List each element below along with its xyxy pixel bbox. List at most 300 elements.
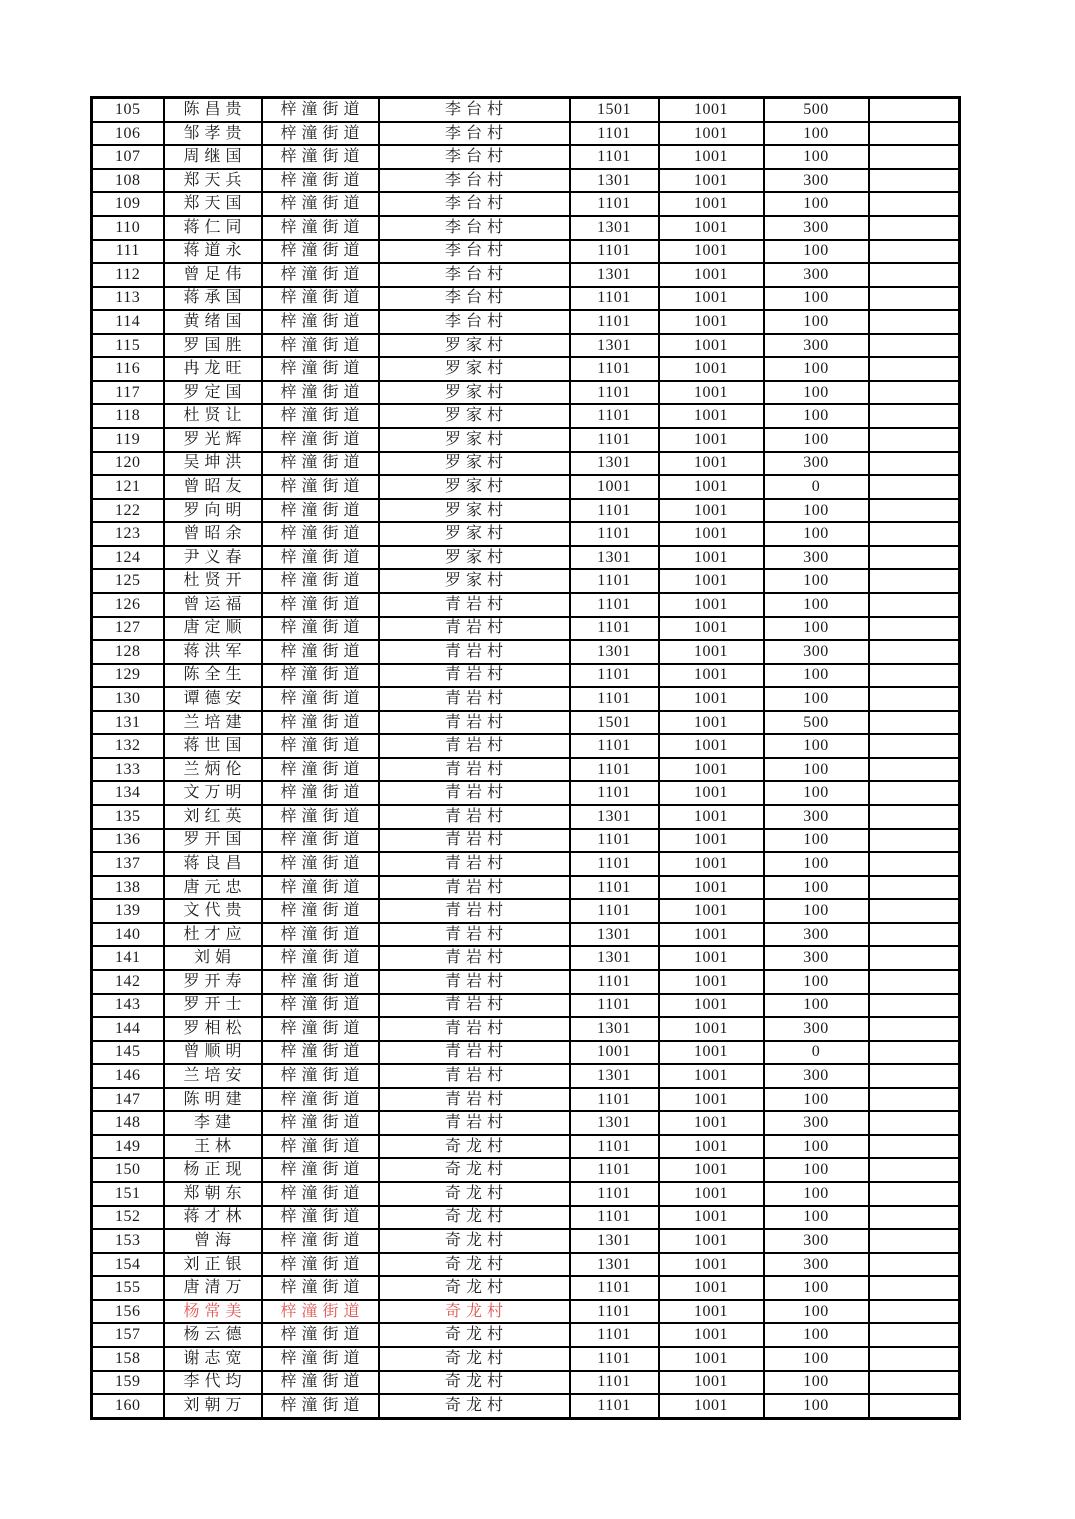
cell-amount-3: 300	[764, 923, 869, 947]
cell-amount-1: 1101	[570, 829, 659, 853]
cell-amount-2: 1001	[659, 687, 764, 711]
cell-seq: 126	[92, 593, 164, 617]
cell-note	[869, 263, 960, 287]
cell-amount-3: 100	[764, 310, 869, 334]
cell-village: 李台村	[379, 169, 570, 193]
cell-seq: 137	[92, 852, 164, 876]
cell-name: 唐定顺	[164, 617, 262, 641]
cell-amount-2: 1001	[659, 899, 764, 923]
cell-amount-1: 1101	[570, 593, 659, 617]
cell-village: 青岩村	[379, 1041, 570, 1065]
cell-amount-3: 300	[764, 169, 869, 193]
cell-street: 梓潼街道	[262, 263, 379, 287]
cell-amount-2: 1001	[659, 805, 764, 829]
cell-village: 青岩村	[379, 994, 570, 1018]
table-row	[92, 381, 960, 405]
cell-street: 梓潼街道	[262, 1017, 379, 1041]
cell-note	[869, 970, 960, 994]
cell-street: 梓潼街道	[262, 1371, 379, 1395]
cell-amount-2: 1001	[659, 1323, 764, 1347]
cell-village: 青岩村	[379, 781, 570, 805]
cell-name: 蒋承国	[164, 287, 262, 311]
cell-note	[869, 1158, 960, 1182]
cell-village: 罗家村	[379, 404, 570, 428]
cell-amount-3: 100	[764, 522, 869, 546]
cell-village: 奇龙村	[379, 1347, 570, 1371]
cell-street: 梓潼街道	[262, 1158, 379, 1182]
cell-name: 蒋仁同	[164, 216, 262, 240]
cell-amount-2: 1001	[659, 310, 764, 334]
cell-name: 唐清万	[164, 1276, 262, 1300]
cell-amount-3: 300	[764, 1111, 869, 1135]
cell-amount-1: 1101	[570, 1323, 659, 1347]
cell-amount-1: 1101	[570, 852, 659, 876]
cell-amount-1: 1001	[570, 475, 659, 499]
cell-note	[869, 475, 960, 499]
cell-amount-1: 1101	[570, 876, 659, 900]
cell-name: 杨正现	[164, 1158, 262, 1182]
table-row	[92, 169, 960, 193]
cell-seq: 130	[92, 687, 164, 711]
cell-amount-3: 100	[764, 145, 869, 169]
cell-seq: 105	[92, 98, 164, 122]
cell-seq: 160	[92, 1394, 164, 1418]
cell-amount-3: 500	[764, 98, 869, 122]
cell-amount-3: 0	[764, 1041, 869, 1065]
cell-amount-1: 1101	[570, 1371, 659, 1395]
cell-note	[869, 593, 960, 617]
cell-note	[869, 1394, 960, 1418]
cell-village: 奇龙村	[379, 1394, 570, 1418]
table-row	[92, 310, 960, 334]
cell-amount-1: 1101	[570, 1182, 659, 1206]
table-row	[92, 569, 960, 593]
cell-amount-1: 1301	[570, 263, 659, 287]
cell-amount-2: 1001	[659, 1041, 764, 1065]
cell-street: 梓潼街道	[262, 546, 379, 570]
cell-amount-2: 1001	[659, 664, 764, 688]
cell-street: 梓潼街道	[262, 946, 379, 970]
table-row	[92, 475, 960, 499]
cell-note	[869, 334, 960, 358]
cell-note	[869, 876, 960, 900]
table-row	[92, 546, 960, 570]
cell-seq: 131	[92, 711, 164, 735]
cell-name: 刘娟	[164, 946, 262, 970]
cell-seq: 135	[92, 805, 164, 829]
cell-note	[869, 687, 960, 711]
cell-street: 梓潼街道	[262, 1088, 379, 1112]
cell-village: 罗家村	[379, 499, 570, 523]
cell-seq: 121	[92, 475, 164, 499]
cell-amount-2: 1001	[659, 569, 764, 593]
cell-amount-1: 1101	[570, 428, 659, 452]
cell-village: 青岩村	[379, 734, 570, 758]
cell-amount-3: 100	[764, 1135, 869, 1159]
cell-village: 罗家村	[379, 334, 570, 358]
cell-amount-3: 100	[764, 758, 869, 782]
cell-seq: 153	[92, 1229, 164, 1253]
cell-amount-2: 1001	[659, 946, 764, 970]
cell-seq: 111	[92, 240, 164, 264]
cell-amount-2: 1001	[659, 876, 764, 900]
table-row	[92, 1088, 960, 1112]
cell-amount-2: 1001	[659, 192, 764, 216]
cell-amount-3: 300	[764, 452, 869, 476]
cell-street: 梓潼街道	[262, 287, 379, 311]
cell-name: 陈全生	[164, 664, 262, 688]
cell-seq: 149	[92, 1135, 164, 1159]
cell-amount-3: 100	[764, 357, 869, 381]
cell-amount-1: 1301	[570, 805, 659, 829]
cell-note	[869, 240, 960, 264]
cell-seq: 120	[92, 452, 164, 476]
cell-amount-3: 100	[764, 499, 869, 523]
cell-name: 曾足伟	[164, 263, 262, 287]
cell-seq: 150	[92, 1158, 164, 1182]
cell-amount-3: 300	[764, 805, 869, 829]
table-row	[92, 122, 960, 146]
cell-name: 杜贤开	[164, 569, 262, 593]
cell-amount-3: 100	[764, 1276, 869, 1300]
cell-street: 梓潼街道	[262, 240, 379, 264]
cell-seq: 109	[92, 192, 164, 216]
cell-note	[869, 829, 960, 853]
cell-name: 李建	[164, 1111, 262, 1135]
cell-street: 梓潼街道	[262, 1347, 379, 1371]
cell-seq: 139	[92, 899, 164, 923]
cell-street: 梓潼街道	[262, 145, 379, 169]
cell-street: 梓潼街道	[262, 1041, 379, 1065]
table-row	[92, 1394, 960, 1418]
cell-amount-1: 1101	[570, 994, 659, 1018]
cell-name: 罗定国	[164, 381, 262, 405]
table-row	[92, 852, 960, 876]
cell-seq: 114	[92, 310, 164, 334]
cell-note	[869, 357, 960, 381]
cell-note	[869, 1206, 960, 1230]
cell-amount-3: 100	[764, 593, 869, 617]
cell-seq: 134	[92, 781, 164, 805]
cell-amount-3: 300	[764, 640, 869, 664]
cell-street: 梓潼街道	[262, 640, 379, 664]
cell-name: 罗国胜	[164, 334, 262, 358]
cell-street: 梓潼街道	[262, 899, 379, 923]
cell-seq: 143	[92, 994, 164, 1018]
cell-amount-1: 1101	[570, 899, 659, 923]
cell-amount-3: 100	[764, 1182, 869, 1206]
cell-seq: 148	[92, 1111, 164, 1135]
cell-amount-3: 100	[764, 192, 869, 216]
cell-name: 蒋才林	[164, 1206, 262, 1230]
table-row	[92, 734, 960, 758]
cell-amount-1: 1101	[570, 781, 659, 805]
cell-amount-3: 300	[764, 546, 869, 570]
cell-village: 罗家村	[379, 452, 570, 476]
cell-note	[869, 711, 960, 735]
cell-street: 梓潼街道	[262, 711, 379, 735]
cell-amount-2: 1001	[659, 216, 764, 240]
cell-amount-1: 1101	[570, 357, 659, 381]
cell-name: 谭德安	[164, 687, 262, 711]
cell-village: 罗家村	[379, 546, 570, 570]
cell-amount-1: 1101	[570, 617, 659, 641]
table-row	[92, 1276, 960, 1300]
cell-amount-1: 1501	[570, 711, 659, 735]
cell-street: 梓潼街道	[262, 310, 379, 334]
cell-note	[869, 1276, 960, 1300]
cell-village: 李台村	[379, 145, 570, 169]
cell-street: 梓潼街道	[262, 1394, 379, 1418]
cell-amount-2: 1001	[659, 923, 764, 947]
cell-name: 曾顺明	[164, 1041, 262, 1065]
cell-seq: 123	[92, 522, 164, 546]
table-row	[92, 499, 960, 523]
cell-street: 梓潼街道	[262, 1111, 379, 1135]
cell-amount-3: 100	[764, 1394, 869, 1418]
cell-note	[869, 923, 960, 947]
cell-seq: 106	[92, 122, 164, 146]
cell-note	[869, 216, 960, 240]
table-row	[92, 1300, 960, 1324]
table-row	[92, 428, 960, 452]
cell-note	[869, 1017, 960, 1041]
cell-amount-2: 1001	[659, 1276, 764, 1300]
cell-amount-2: 1001	[659, 287, 764, 311]
cell-seq: 142	[92, 970, 164, 994]
cell-village: 奇龙村	[379, 1276, 570, 1300]
cell-amount-3: 100	[764, 569, 869, 593]
cell-amount-3: 300	[764, 263, 869, 287]
cell-amount-1: 1101	[570, 1135, 659, 1159]
cell-name: 刘朝万	[164, 1394, 262, 1418]
cell-name: 文代贵	[164, 899, 262, 923]
cell-amount-1: 1101	[570, 664, 659, 688]
cell-village: 奇龙村	[379, 1371, 570, 1395]
cell-seq: 127	[92, 617, 164, 641]
table-row	[92, 145, 960, 169]
cell-amount-1: 1301	[570, 1253, 659, 1277]
cell-street: 梓潼街道	[262, 404, 379, 428]
cell-amount-3: 100	[764, 381, 869, 405]
cell-amount-3: 100	[764, 664, 869, 688]
cell-amount-3: 100	[764, 852, 869, 876]
cell-street: 梓潼街道	[262, 98, 379, 122]
cell-note	[869, 1135, 960, 1159]
roster-table	[90, 96, 961, 1420]
cell-note	[869, 192, 960, 216]
cell-note	[869, 758, 960, 782]
cell-name: 兰培安	[164, 1064, 262, 1088]
cell-name: 曾昭余	[164, 522, 262, 546]
cell-amount-1: 1101	[570, 522, 659, 546]
cell-amount-3: 300	[764, 334, 869, 358]
cell-amount-1: 1301	[570, 640, 659, 664]
cell-note	[869, 1111, 960, 1135]
cell-village: 青岩村	[379, 687, 570, 711]
cell-village: 青岩村	[379, 946, 570, 970]
cell-village: 青岩村	[379, 1017, 570, 1041]
cell-village: 李台村	[379, 98, 570, 122]
cell-name: 杨常美	[164, 1300, 262, 1324]
cell-amount-2: 1001	[659, 711, 764, 735]
cell-amount-1: 1101	[570, 499, 659, 523]
cell-amount-2: 1001	[659, 994, 764, 1018]
table-row	[92, 758, 960, 782]
cell-street: 梓潼街道	[262, 758, 379, 782]
cell-amount-2: 1001	[659, 1158, 764, 1182]
cell-name: 曾昭友	[164, 475, 262, 499]
cell-amount-1: 1101	[570, 310, 659, 334]
table-row	[92, 876, 960, 900]
cell-village: 奇龙村	[379, 1300, 570, 1324]
table-row	[92, 287, 960, 311]
cell-street: 梓潼街道	[262, 216, 379, 240]
cell-seq: 146	[92, 1064, 164, 1088]
cell-seq: 108	[92, 169, 164, 193]
cell-street: 梓潼街道	[262, 192, 379, 216]
table-row	[92, 98, 960, 122]
cell-seq: 117	[92, 381, 164, 405]
cell-seq: 129	[92, 664, 164, 688]
cell-name: 兰培建	[164, 711, 262, 735]
cell-amount-3: 100	[764, 428, 869, 452]
cell-name: 罗相松	[164, 1017, 262, 1041]
cell-amount-3: 500	[764, 711, 869, 735]
cell-amount-3: 100	[764, 287, 869, 311]
cell-note	[869, 1347, 960, 1371]
cell-seq: 145	[92, 1041, 164, 1065]
cell-street: 梓潼街道	[262, 994, 379, 1018]
cell-amount-3: 100	[764, 899, 869, 923]
cell-village: 罗家村	[379, 357, 570, 381]
cell-amount-1: 1301	[570, 452, 659, 476]
cell-note	[869, 499, 960, 523]
cell-amount-2: 1001	[659, 617, 764, 641]
table-row	[92, 923, 960, 947]
cell-name: 李代均	[164, 1371, 262, 1395]
table-row	[92, 829, 960, 853]
cell-amount-2: 1001	[659, 1347, 764, 1371]
cell-amount-3: 300	[764, 1064, 869, 1088]
cell-seq: 147	[92, 1088, 164, 1112]
cell-amount-2: 1001	[659, 475, 764, 499]
cell-village: 奇龙村	[379, 1206, 570, 1230]
cell-name: 杜才应	[164, 923, 262, 947]
cell-street: 梓潼街道	[262, 381, 379, 405]
table-row	[92, 593, 960, 617]
table-row	[92, 1253, 960, 1277]
cell-seq: 140	[92, 923, 164, 947]
cell-street: 梓潼街道	[262, 1135, 379, 1159]
cell-amount-3: 100	[764, 687, 869, 711]
cell-seq: 156	[92, 1300, 164, 1324]
cell-amount-1: 1101	[570, 758, 659, 782]
table-row	[92, 711, 960, 735]
cell-name: 蒋洪军	[164, 640, 262, 664]
cell-amount-1: 1101	[570, 734, 659, 758]
table-row	[92, 1111, 960, 1135]
cell-amount-3: 100	[764, 970, 869, 994]
cell-name: 蒋道永	[164, 240, 262, 264]
cell-amount-3: 100	[764, 617, 869, 641]
cell-street: 梓潼街道	[262, 475, 379, 499]
cell-name: 郑天国	[164, 192, 262, 216]
table-row	[92, 1017, 960, 1041]
table-row	[92, 1347, 960, 1371]
cell-amount-2: 1001	[659, 1182, 764, 1206]
table-row	[92, 1041, 960, 1065]
cell-amount-1: 1101	[570, 1394, 659, 1418]
cell-name: 杜贤让	[164, 404, 262, 428]
cell-seq: 122	[92, 499, 164, 523]
cell-amount-2: 1001	[659, 169, 764, 193]
cell-amount-2: 1001	[659, 428, 764, 452]
cell-note	[869, 1064, 960, 1088]
cell-amount-1: 1301	[570, 1111, 659, 1135]
cell-street: 梓潼街道	[262, 876, 379, 900]
cell-note	[869, 1229, 960, 1253]
cell-amount-2: 1001	[659, 640, 764, 664]
cell-seq: 158	[92, 1347, 164, 1371]
cell-amount-1: 1101	[570, 287, 659, 311]
cell-note	[869, 664, 960, 688]
cell-name: 尹义春	[164, 546, 262, 570]
table-row	[92, 640, 960, 664]
cell-amount-1: 1101	[570, 192, 659, 216]
cell-village: 李台村	[379, 240, 570, 264]
cell-name: 文万明	[164, 781, 262, 805]
cell-village: 罗家村	[379, 569, 570, 593]
cell-village: 青岩村	[379, 617, 570, 641]
cell-amount-3: 300	[764, 1253, 869, 1277]
cell-seq: 136	[92, 829, 164, 853]
cell-village: 罗家村	[379, 522, 570, 546]
cell-amount-3: 100	[764, 1371, 869, 1395]
cell-amount-3: 100	[764, 1323, 869, 1347]
cell-village: 李台村	[379, 216, 570, 240]
cell-amount-2: 1001	[659, 381, 764, 405]
cell-seq: 115	[92, 334, 164, 358]
cell-amount-3: 100	[764, 876, 869, 900]
cell-street: 梓潼街道	[262, 452, 379, 476]
cell-name: 唐元忠	[164, 876, 262, 900]
cell-amount-3: 100	[764, 734, 869, 758]
cell-name: 罗开士	[164, 994, 262, 1018]
cell-amount-3: 100	[764, 829, 869, 853]
table-row	[92, 970, 960, 994]
cell-note	[869, 287, 960, 311]
table-row	[92, 357, 960, 381]
cell-amount-1: 1301	[570, 334, 659, 358]
table-row	[92, 404, 960, 428]
cell-amount-2: 1001	[659, 263, 764, 287]
cell-note	[869, 569, 960, 593]
cell-name: 刘红英	[164, 805, 262, 829]
cell-amount-2: 1001	[659, 1135, 764, 1159]
table-row	[92, 1135, 960, 1159]
cell-village: 青岩村	[379, 805, 570, 829]
cell-street: 梓潼街道	[262, 687, 379, 711]
cell-name: 郑天兵	[164, 169, 262, 193]
cell-amount-1: 1101	[570, 1276, 659, 1300]
cell-village: 罗家村	[379, 428, 570, 452]
cell-amount-2: 1001	[659, 1371, 764, 1395]
table-row	[92, 1229, 960, 1253]
cell-name: 陈明建	[164, 1088, 262, 1112]
cell-note	[869, 546, 960, 570]
cell-name: 杨云德	[164, 1323, 262, 1347]
